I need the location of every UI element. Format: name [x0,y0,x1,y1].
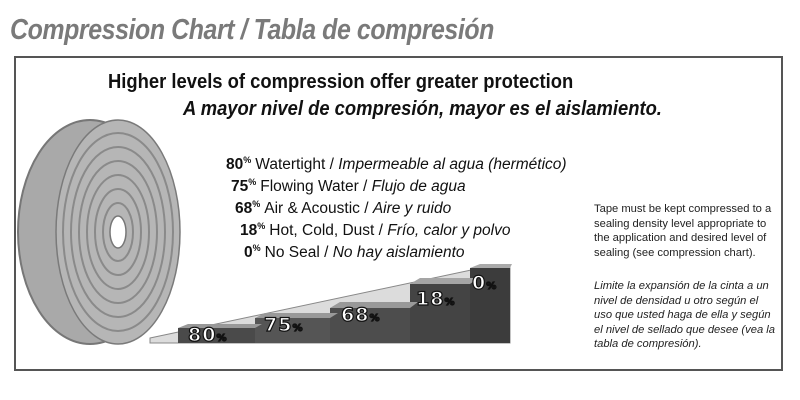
note-spanish: Limite la expansión de la cinta a un nivel de densidad u otro según el uso que usted haga de ella y según el nivel de sellado que desee (vea la tabla de compresión). [594,280,775,351]
note-english: Tape must be kept compressed to a sealing density level appropriate to the application and desired level of sealing (see compression chart). [594,203,772,259]
step-label: 68% [341,304,380,326]
level-item: 68% Air & Acoustic / Aire y ruido [235,199,452,218]
step-label: 80% [188,324,227,346]
step-label: 0% [472,272,497,294]
step-label: 18% [416,288,455,310]
tape-roll-icon [18,120,180,344]
heading-spanish: A mayor nivel de compresión, mayor es el aislamiento. [183,98,662,120]
step-label: 75% [264,314,303,336]
level-item: 80% Watertight / Impermeable al agua (hermético) [226,155,567,174]
step-top-18 [410,278,478,284]
step-top-0 [470,264,512,268]
level-item: 0% No Seal / No hay aislamiento [244,243,465,262]
chart-title: Compression Chart / Tabla de compresión [10,14,494,46]
level-item: 75% Flowing Water / Flujo de agua [231,177,466,196]
heading-english: Higher levels of compression offer greater protection [108,71,574,93]
level-item: 18% Hot, Cold, Dust / Frío, calor y polvo [240,221,511,240]
